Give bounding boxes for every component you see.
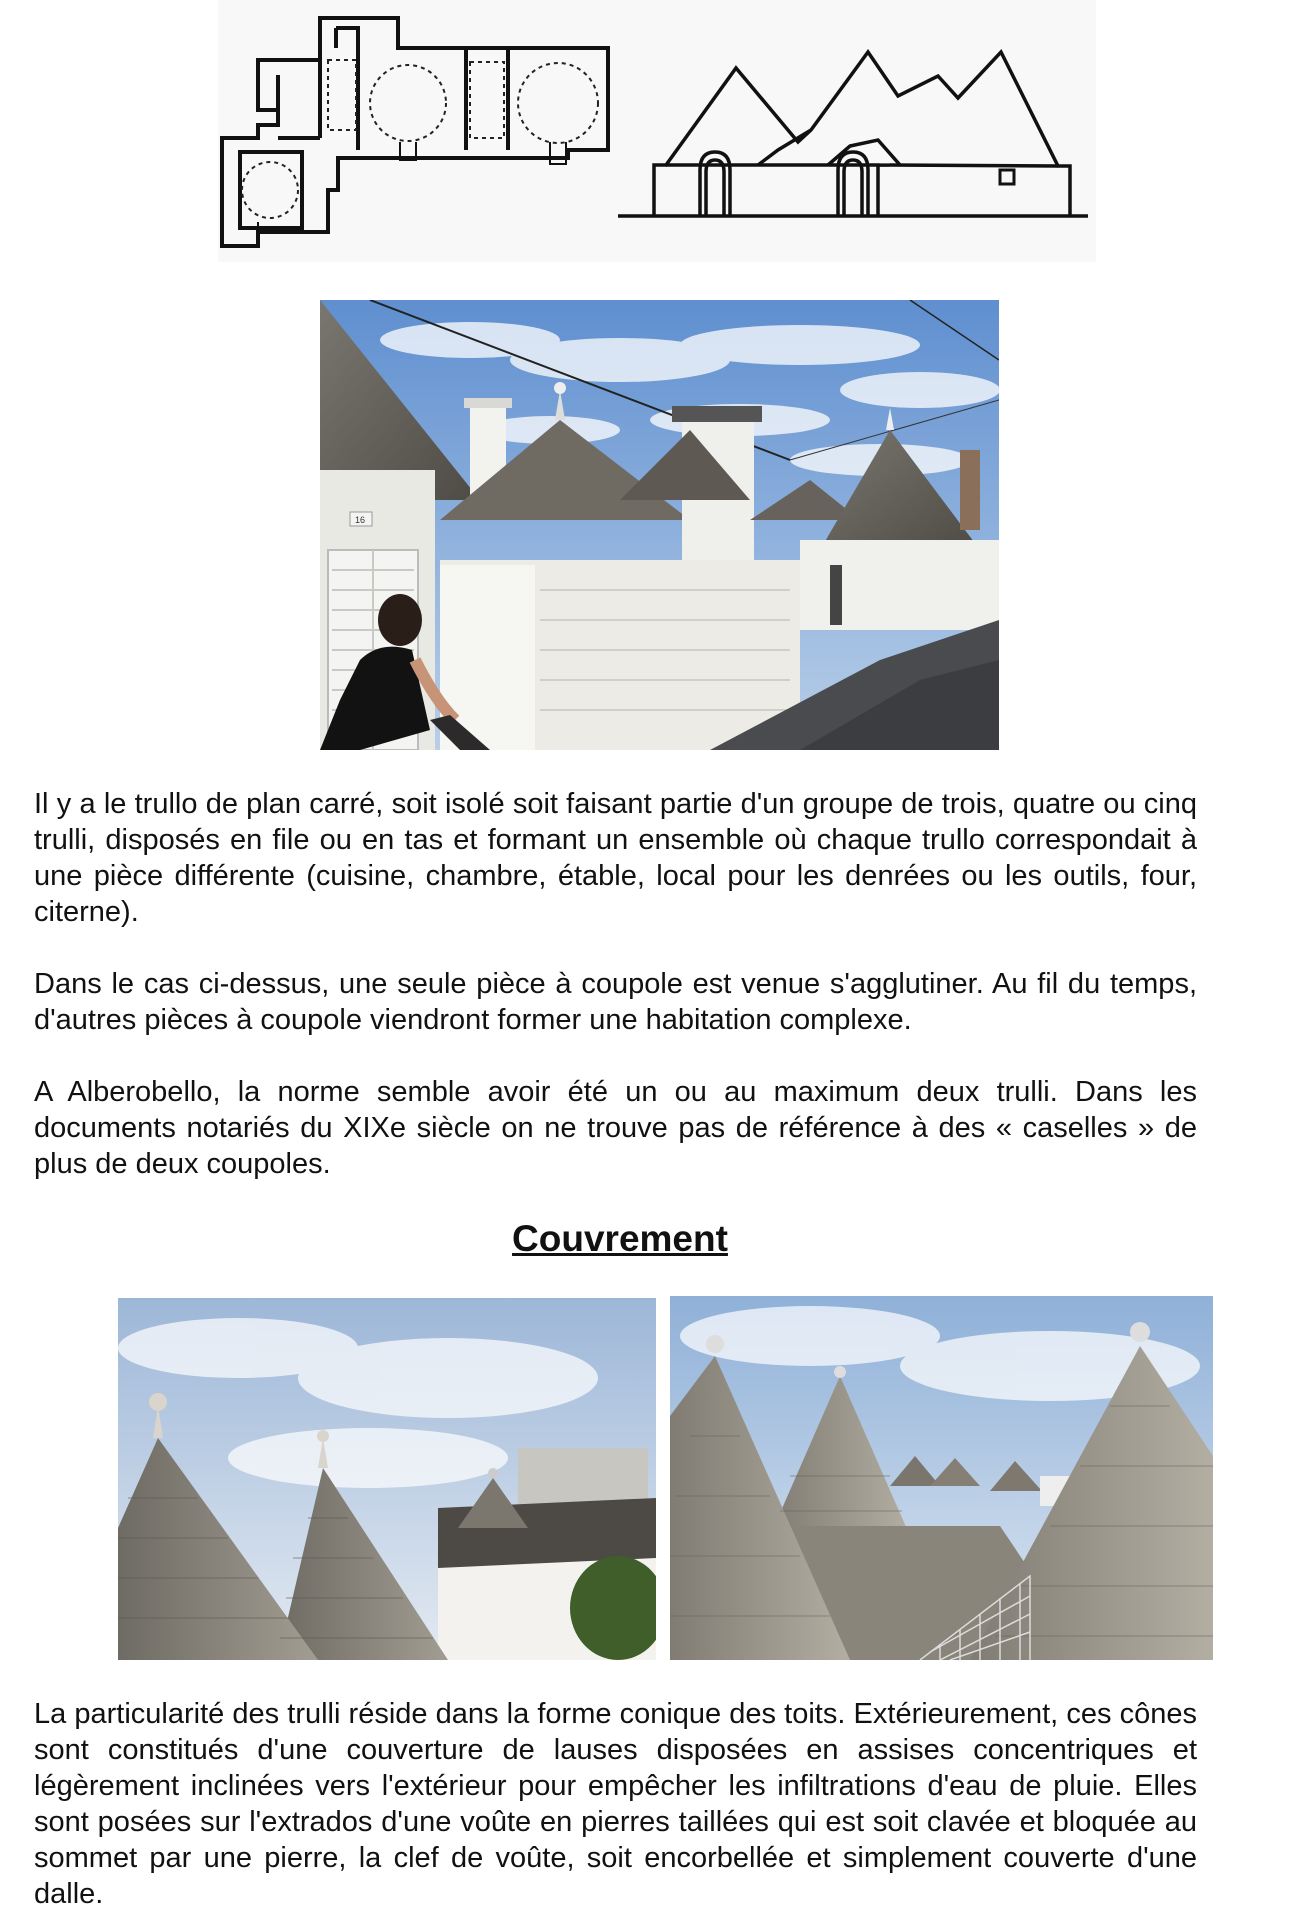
- roof-photo-right: [670, 1296, 1213, 1660]
- elevation-drawing: [618, 0, 1096, 262]
- paragraph-2: Dans le cas ci-dessus, une seule pièce à coupole est venue s'agglutiner. Au fil du temps, d'autres pièces à coupole viendront former une habitation complexe.: [34, 968, 1197, 1036]
- paragraph-4: La particularité des trulli réside dans la forme conique des toits. Extérieurement, ces cônes sont constitués d'une couverture de lauses disposées en assises concentriques et légèrement inclinées vers l'extérieur pour empêcher les infiltrations d'eau de pluie. Elles sont posées sur l'extrados d'une voûte en pierres taillées qui est soit clavée et bloquée au sommet par une pierre, la clef de voûte, soit encorbellée et simplement couverte d'une dalle.: [34, 1698, 1197, 1910]
- street-photo: [320, 300, 999, 750]
- paragraph-1: Il y a le trullo de plan carré, soit isolé soit faisant partie d'un groupe de trois, quatre ou cinq trulli, disposés en file ou en tas et formant un ensemble où chaque trullo correspondait à une pièce différente (cuisine, chambre, étable, local pour les denrées ou les outils, four, citerne).: [34, 788, 1197, 928]
- plan-drawing: [218, 0, 618, 262]
- section-heading: Couvrement: [512, 1218, 728, 1259]
- roof-photo-left: [118, 1298, 656, 1660]
- paragraph-3: A Alberobello, la norme semble avoir été un ou au maximum deux trulli. Dans les documents notariés du XIXe siècle on ne trouve pas de référence à des « caselles » de plus de deux coupoles.: [34, 1076, 1197, 1180]
- drawings-panel: [218, 0, 1096, 262]
- house-number: 16: [355, 515, 366, 525]
